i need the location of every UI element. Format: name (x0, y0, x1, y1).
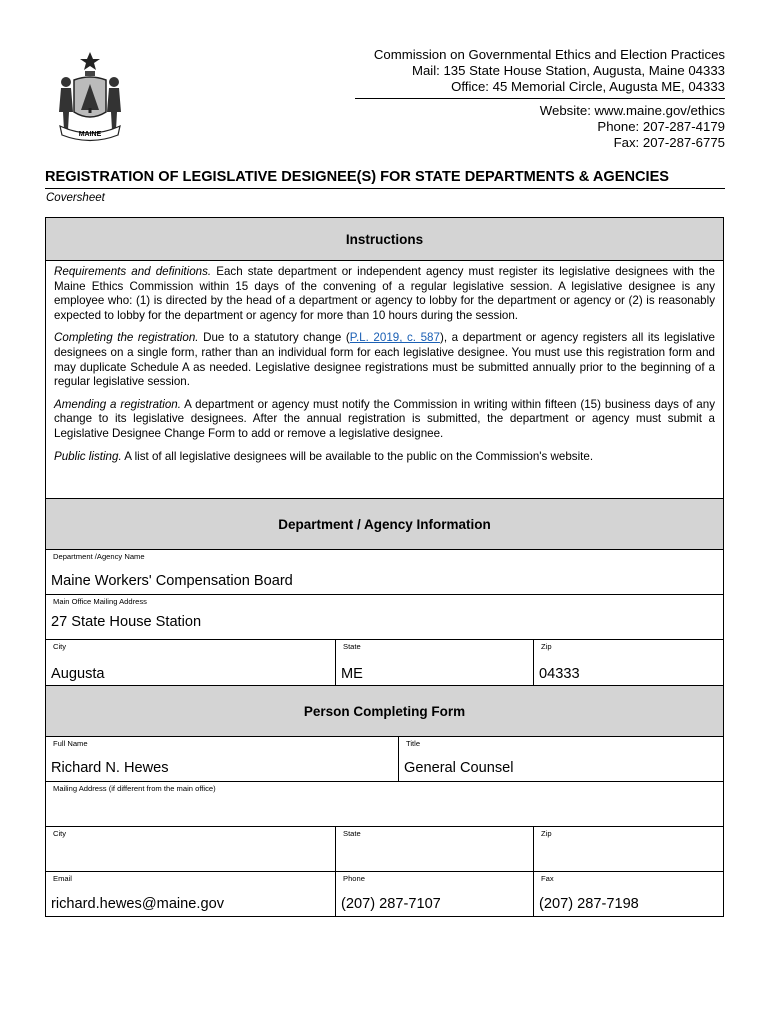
person-state-field[interactable]: State (336, 827, 534, 871)
department-city-row (46, 640, 723, 687)
email-field[interactable]: Email richard.hewes@maine.gov (46, 872, 336, 917)
instruction-paragraph: Requirements and definitions. Each state department or independent agency must register its legislative designees with the Maine Ethics Commission within 15 days of the convening of a regular legislative session. A legislative designee is any employee who: (1) is directed by the head of a department or agency to lobby for the department or agency or (2) is reasonably expected to lobby for the department or agency for more than 10 hours during the session. (54, 265, 715, 322)
person-zip-field[interactable]: Zip (541, 829, 552, 838)
form-title: REGISTRATION OF LEGISLATIVE DESIGNEE(S) FOR STATE DEPARTMENTS & AGENCIES (45, 169, 670, 185)
full-name-field[interactable]: Full Name Richard N. Hewes (46, 737, 399, 781)
address-line: Mail: 135 State House Station, Augusta, Maine 04333 (411, 63, 725, 78)
person-completing-form-box (45, 685, 724, 917)
instructions-body (46, 261, 723, 499)
divider (355, 98, 725, 99)
department-state-field[interactable]: State ME (336, 640, 534, 687)
department-heading: Department / Agency Information (46, 499, 723, 550)
fax: Fax: 207-287-6775 (613, 135, 725, 150)
person-heading: Person Completing Form (46, 686, 723, 737)
maine-seal-icon (52, 50, 128, 142)
commission-contact (540, 103, 725, 151)
instruction-paragraph: Completing the registration. Due to a statutory change (P.L. 2019, c. 587), a department or agency registers all its legislative designees on a single form, rather than an individual form for each legislative designee. You must use this registration form and may duplicate Schedule A as needed. Legislative designee registrations must be submitted annually prior to the beginning of a regular legislative session. (54, 331, 716, 389)
department-city-field[interactable]: City Augusta (46, 640, 336, 687)
department-name-field[interactable]: Department /Agency Name Maine Workers' Compensation Board (51, 552, 293, 589)
instructions-and-department-box (45, 217, 724, 686)
person-city-field[interactable]: City (46, 827, 336, 871)
address-line: Commission on Governmental Ethics and Election Practices (373, 47, 725, 62)
phone-field[interactable]: Phone (207) 287-7107 (336, 872, 534, 917)
commission-address (374, 47, 725, 95)
instruction-paragraph: Public listing. A list of all legislative designees will be available to the public on the Commission's website. (54, 449, 594, 463)
department-mailing-row (46, 595, 723, 640)
department-zip-field[interactable]: Zip 04333 (539, 642, 580, 682)
title-field[interactable]: Title General Counsel (404, 739, 514, 776)
department-name-row (46, 550, 723, 595)
phone: Phone: 207-287-4179 (597, 119, 725, 134)
website: Website: www.maine.gov/ethics (539, 103, 725, 118)
seal-text: MAINE (78, 131, 102, 138)
person-city-row (46, 827, 723, 872)
person-name-row (46, 737, 723, 782)
person-mailing-row (46, 782, 723, 827)
instruction-paragraph: Amending a registration. A department or agency must notify the Commission in writing within fifteen (15) business days of any change to its legislative designees. After the annual registration is submitted, the department or agency must submit a Legislative Designee Change Form to add or remove a legislative designee. (54, 397, 716, 440)
person-contact-row (46, 872, 723, 917)
instructions-heading: Instructions (46, 218, 723, 261)
fax-field[interactable]: Fax (207) 287-7198 (539, 874, 639, 912)
person-mailing-field[interactable]: Mailing Address (if different from the main office) (53, 784, 216, 793)
department-mailing-field[interactable]: Main Office Mailing Address 27 State House Station (51, 597, 202, 630)
form-subtitle: Coversheet (46, 192, 105, 204)
address-line: Office: 45 Memorial Circle, Augusta ME, 04333 (451, 79, 725, 94)
statute-link[interactable]: P.L. 2019, c. 587 (349, 331, 440, 345)
divider (45, 188, 725, 189)
